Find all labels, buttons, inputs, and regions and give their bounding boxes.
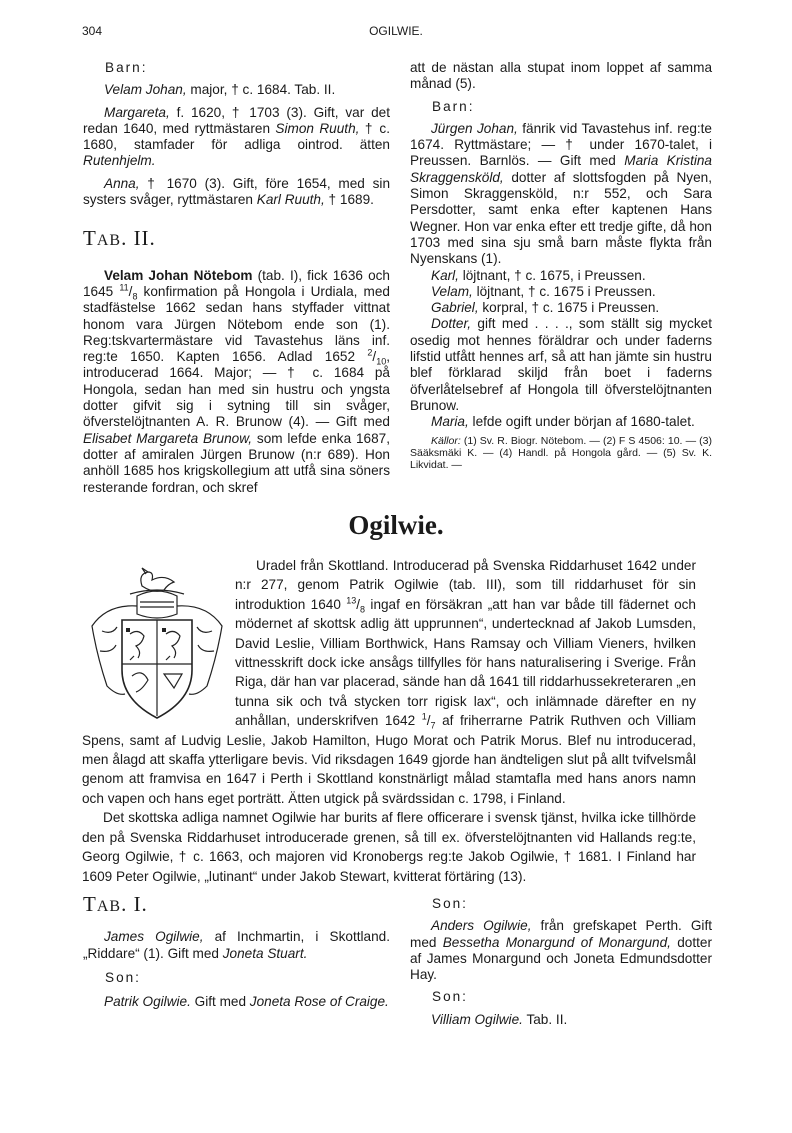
tab-ii-heading: TAB. II.	[83, 226, 156, 251]
entry-james-ogilwie: James Ogilwie, af Inchmartin, i Skottland. „Riddare“ (1). Gift med Joneta Stuart.	[83, 929, 390, 961]
tab-i-heading: TAB. I.	[83, 892, 148, 916]
entry-jurgen-johan: Jürgen Johan, fänrik vid Tavastehus inf. reg:te 1674. Ryttmästare; — † under 1670-talet, i Preussen. Barnlös. — Gift med Maria Kristina Skraggensköld, dotter af slottsfogden på Nyen, Simon Skraggensköld, n:r 552, och Sara Persdotter, samt enka efter kaptenen Hans Wegner. Hon var enka efter ett tredje gifte, då hon 1703 med sina sju små barn måste flykta från Nyenskans (1).	[410, 120, 712, 267]
intro-paragraph-1: Uradel från Skottland. Introducerad på Svenska Riddarhuset 1642 under n:r 277, genom Patrik Ogilwie (tab. III), som till riddarhuset för sin introduktion 1640 $^{13}/_8$ ingaf en försäkran „att han var både till fädernet och mödernet af skottsk adlig ätt upprunnen“, undertecknad af Jakob Lumsden, David Leslie, Villiam Borthwick, Hans Ramsay och Villiam Vieners, hvilken vittnesskrift dock icke ansågs tillfylles för hans naturalisering i Sverige. Från Riga, där han var placerad, sände han då 1641 till riddarhussekreteraren „en tunna sik och två stycken torr rigisk lax“, och inlämnade därefter en ny anhållan, underskrifven 1642 $^1/_7$ af friherrarne Patrik Ruthven och Villiam Spens, samt af Ludvig Leslie, Jakob Hamilton, Hugo Morat och Patrik Morus. Blef nu introducerad, men ålagd att skaffa ytterligare bevis. Vid riksdagen 1649 gjorde han ändteligen slut på allt tvifvelsmål genom att framvisa en 1647 i Perth i Skottland konstnärligt målad stamtafla med hans anors namn och vapen och hans eget porträtt. Ätten utgick på svärdssidan c. 1798, i Finland.	[82, 558, 696, 806]
ogilwie-intro	[82, 556, 696, 886]
barn-heading-2: Barn:	[432, 98, 475, 114]
left-column	[83, 60, 390, 496]
son-heading-3: Son:	[432, 989, 468, 1005]
entry-maria: Maria, lefde ogift under början af 1680-talet.	[431, 414, 695, 430]
sources: Källor: (1) Sv. R. Biogr. Nötebom. — (2) F S 4506: 10. — (3) Sääksmäki K. — (4) Handl. på Hongola gård. — (5) Sv. K. Likvidat. —	[410, 434, 712, 471]
son-heading-1: Son:	[105, 969, 141, 985]
entry-velam: Velam, löjtnant, † c. 1675 i Preussen.	[431, 283, 656, 299]
entry-dotter: Dotter, gift med . . . ., som ställt sig mycket osedig mot hennes föräldrar och under faderns lifstid utfått hennes arf, så att han jämte sin hustru blef förklarad skiljd från boet i faderns öfverlåtelsebref af Hongola till öfverstelöjtnanten Brunow.	[410, 316, 712, 413]
entry-patrik-ogilwie: Patrik Ogilwie. Gift med Joneta Rose of Craige.	[104, 994, 389, 1010]
section-title: Ogilwie.	[348, 510, 444, 540]
intro-paragraph-2: Det skottska adliga namnet Ogilwie har burits af flere officerare i svensk tjänst, hvilka icke tillhörde den på Svenska Riddarhuset introducerade grenen, så till ex. öfverstelöjtnanten vid Hallands reg:te, Georg Ogilwie, † c. 1663, och majoren vid Kronobergs reg:te Jakob Ogilwie, † 1681. I Finland har 1609 Peter Ogilwie, „lutinant“ under Jakob Stewart, kvitterat förtäring (13).	[82, 810, 696, 884]
entry-anders-ogilwie: Anders Ogilwie, från grefskapet Perth. Gift med Bessetha Monargund of Monargund, dotter af James Monargund och Joneta Edmundsdotter Hay.	[410, 918, 713, 983]
entry-velam-johan: Velam Johan, major, † c. 1684. Tab. II.	[104, 82, 336, 98]
entry-gabriel: Gabriel, korpral, † c. 1675 i Preussen.	[431, 300, 660, 316]
right-column	[410, 60, 712, 471]
entry-villiam-ogilwie: Villiam Ogilwie. Tab. II.	[431, 1011, 568, 1027]
entry-margareta: Margareta, f. 1620, † 1703 (3). Gift, var det redan 1640, med ryttmästaren Simon Ruuth, † c. 1680, stamfader för adliga ointrod. ätten Rutenhjelm.	[83, 104, 391, 169]
son-heading-2: Son:	[432, 896, 468, 911]
running-title: OGILWIE.	[369, 24, 423, 38]
coat-of-arms-icon	[82, 556, 235, 730]
entry-velam-johan-notebom: Velam Johan Nötebom (tab. I), fick 1636 och 1645 $^{11}/_8$ konfirmation på Hongola i Urdiala, med stadfästelse 1662 sedan hans styffader vittnat honom vara Jürgen Nötebom ende son (1). Reg:tskvartermästare vid Tavastehus läns inf. reg:te 1650. Kapten 1656. Adlad 1652 $^2/_{10}$, introducerad 1664. Major; — † c. 1684 på Hongola, sedan han med sin hustru och yngsta dotter gifvit sig i sytning till sin svåger, öfverstelöjtnanten A. R. Brunow (4). — Gift med Elisabet Margareta Brunow, som lefde enka 1687, dotter af amiralen Jürgen Brunow (n:r 689). Hon anhöll 1685 hos krigskollegium att utfå sina söners resterande fordran, och skref	[83, 267, 390, 495]
continuation-text: att de nästan alla stupat inom loppet af samma månad (5).	[410, 60, 712, 92]
barn-heading: Barn:	[105, 60, 148, 75]
entry-anna: Anna, † 1670 (3). Gift, före 1654, med sin systers svåger, ryttmästaren Karl Ruuth, † 1689.	[83, 175, 390, 208]
tab-i-right-column	[410, 896, 712, 1028]
page-number: 304	[82, 24, 103, 38]
tab-i-left-column	[83, 892, 390, 1010]
entry-karl: Karl, löjtnant, † c. 1675, i Preussen.	[431, 267, 646, 283]
